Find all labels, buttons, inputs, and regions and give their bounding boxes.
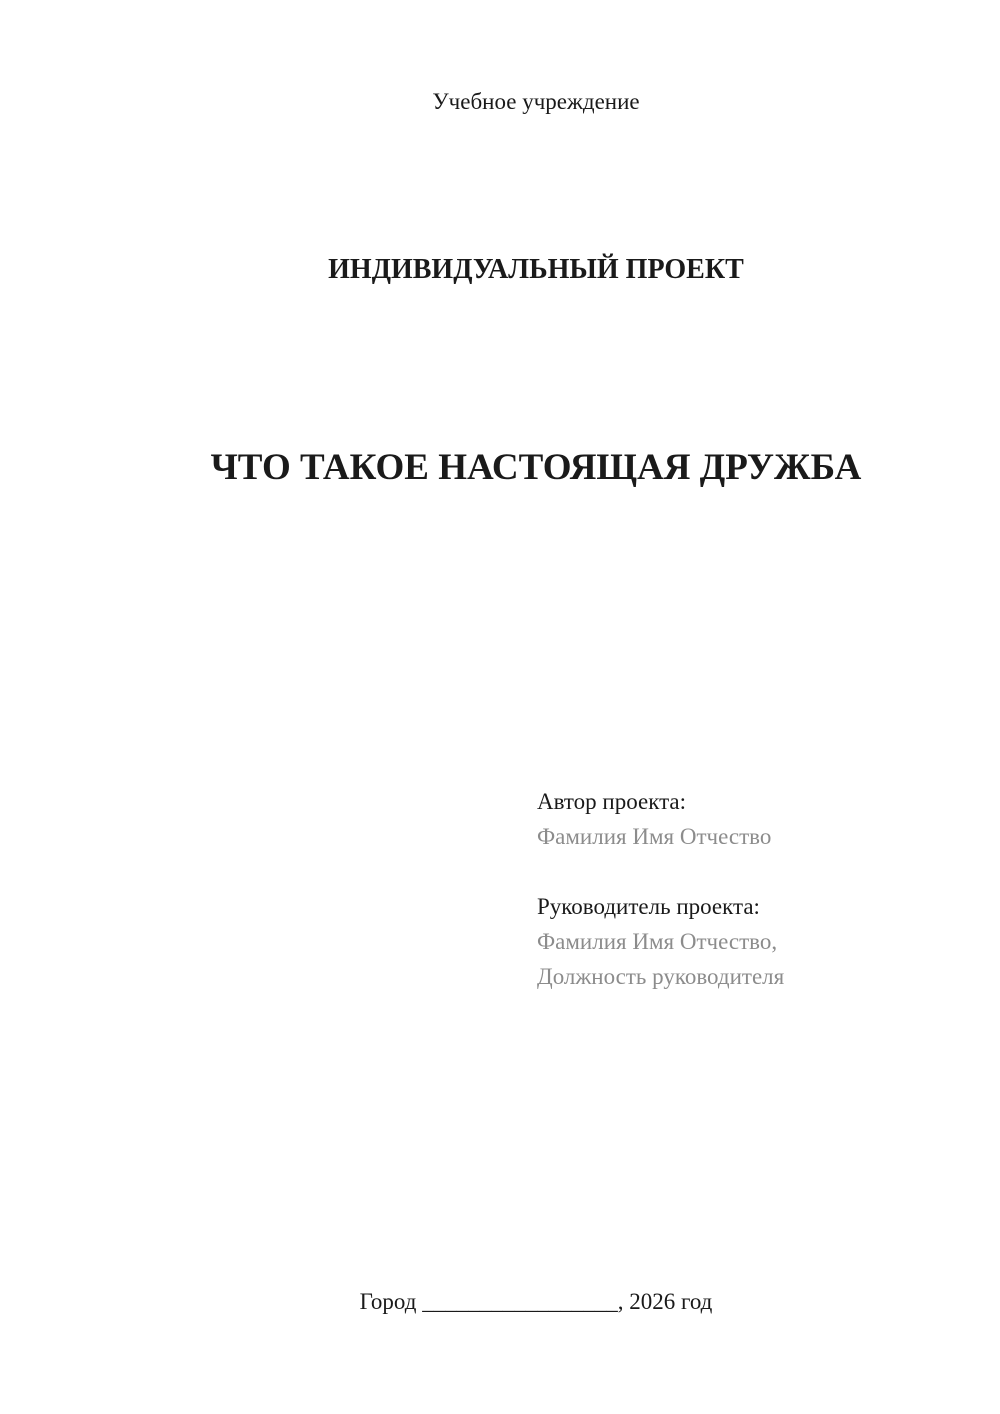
supervisor-name-placeholder: Фамилия Имя Отчество, [537, 929, 778, 954]
city-year-line: Город _________________, 2026 год [359, 1289, 713, 1314]
project-type-heading: ИНДИВИДУАЛЬНЫЙ ПРОЕКТ [328, 254, 744, 285]
author-label: Автор проекта: [537, 789, 686, 814]
author-name-placeholder: Фамилия Имя Отчество [537, 824, 772, 849]
supervisor-label: Руководитель проекта: [537, 894, 760, 919]
document-title: ЧТО ТАКОЕ НАСТОЯЩАЯ ДРУЖБА [210, 447, 862, 488]
supervisor-position-placeholder: Должность руководителя [537, 964, 785, 989]
credits-block [537, 784, 784, 994]
institution-line: Учебное учреждение [432, 89, 640, 114]
credits-spacer [537, 854, 784, 889]
